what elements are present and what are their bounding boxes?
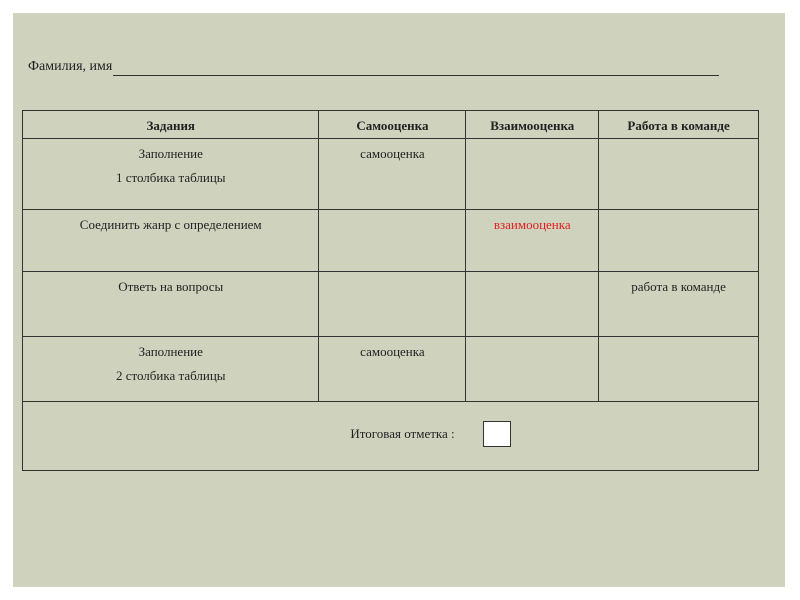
peer-assessment-text: взаимооценка [493,217,571,232]
column-header-teamwork: Работа в команде [599,111,759,139]
table-row [23,337,759,402]
self-assessment-cell [319,139,466,210]
column-header-tasks: Задания [23,111,319,139]
final-grade-label: Итоговая отметка : [350,426,455,441]
peer-assessment-cell [466,272,599,337]
teamwork-cell [599,272,759,337]
final-grade-box[interactable] [483,421,511,447]
table-row [23,139,759,210]
final-grade-cell [23,402,759,471]
name-underline [113,62,719,76]
assessment-table [22,110,759,471]
teamwork-cell [599,139,759,210]
teamwork-cell [599,337,759,402]
task-text: Ответь на вопросы [118,279,224,294]
teamwork-text: работа в команде [631,279,726,294]
teamwork-cell [599,210,759,272]
table-row [23,210,759,272]
task-text: Заполнение [138,146,203,161]
self-assessment-cell [319,337,466,402]
table-header-row [23,111,759,139]
peer-assessment-cell [466,337,599,402]
task-text: 2 столбика таблицы [115,368,226,383]
self-assessment-cell [319,272,466,337]
peer-assessment-cell [466,210,599,272]
task-text: 1 столбика таблицы [115,170,226,185]
name-label: Фамилия, имя [28,59,113,74]
peer-assessment-cell [466,139,599,210]
task-cell [23,210,319,272]
task-cell [23,272,319,337]
column-header-peer-assessment: Взаимооценка [466,111,599,139]
slide [13,13,785,587]
table-row [23,272,759,337]
task-cell [23,139,319,210]
self-assessment-cell [319,210,466,272]
self-assessment-text: самооценка [360,344,425,359]
column-header-self-assessment: Самооценка [319,111,466,139]
task-text: Соединить жанр с определением [79,217,262,232]
self-assessment-text: самооценка [360,146,425,161]
task-text: Заполнение [138,344,203,359]
final-grade-row [23,402,759,471]
name-line [28,58,719,76]
task-cell [23,337,319,402]
